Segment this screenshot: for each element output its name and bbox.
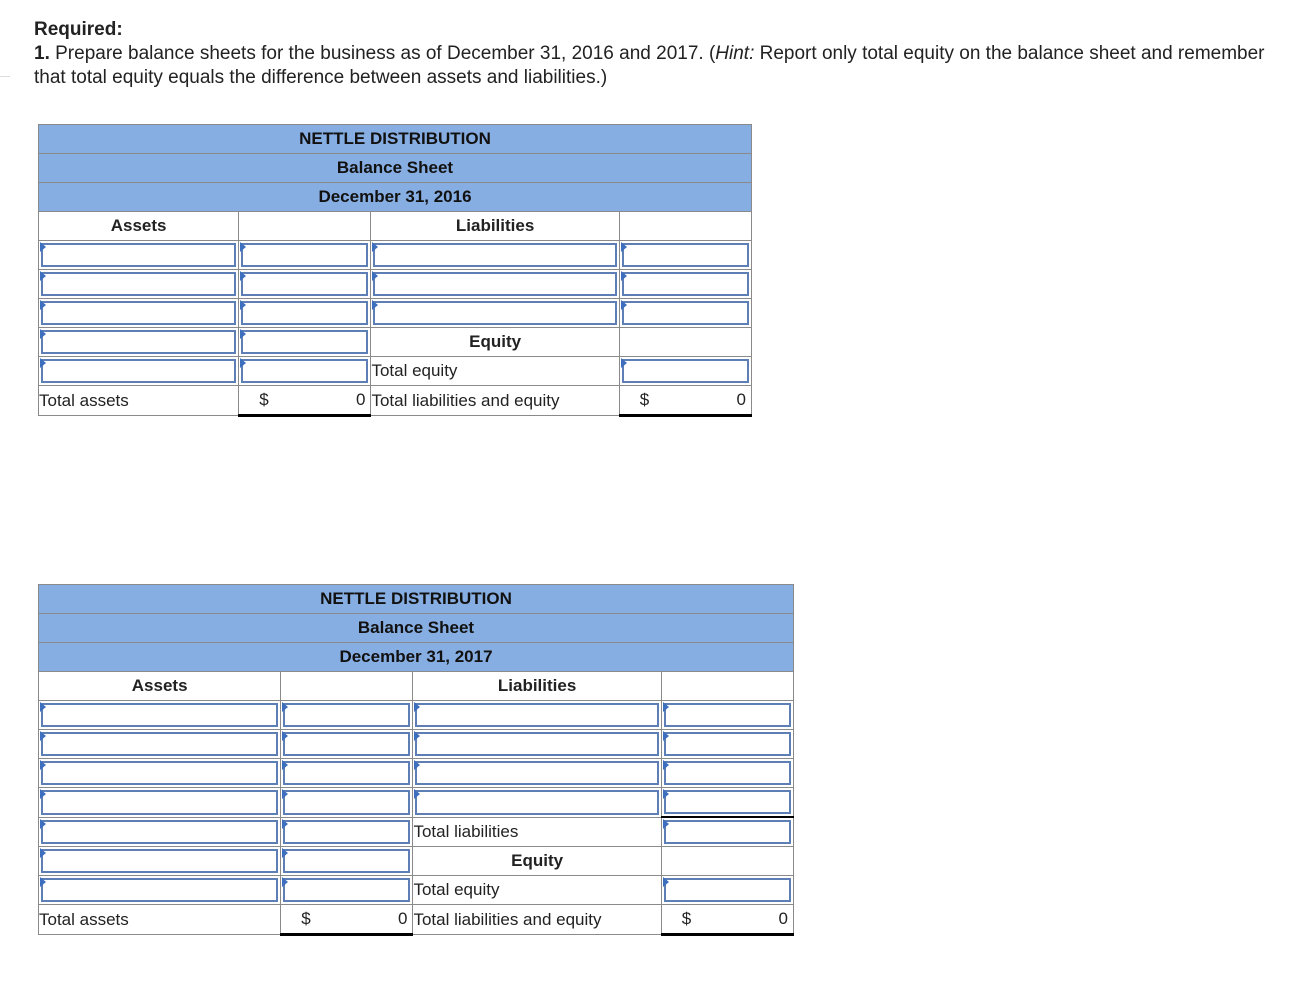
liability-amount-input-2[interactable]	[619, 270, 751, 299]
total-equity-label: Total equity	[371, 357, 619, 386]
asset-amount-input-3[interactable]	[281, 759, 413, 788]
total-assets-value	[239, 386, 371, 416]
liability-amount-input-3[interactable]	[619, 299, 751, 328]
total-assets-label: Total assets	[39, 386, 239, 416]
balance-sheet-2017	[38, 584, 794, 936]
asset-name-input-4[interactable]	[39, 788, 281, 818]
balance-sheet-2016	[38, 124, 752, 417]
liabilities-header: Liabilities	[413, 672, 661, 701]
step-number: 1.	[34, 43, 50, 64]
total-liab-equity-value	[661, 905, 793, 935]
company-name: NETTLE DISTRIBUTION	[39, 125, 752, 154]
liability-name-input-2[interactable]	[371, 270, 619, 299]
total-liab-equity-amount: 0	[778, 909, 788, 928]
total-assets-label: Total assets	[39, 905, 281, 935]
total-equity-input[interactable]	[661, 876, 793, 905]
liability-amount-input-3[interactable]	[661, 759, 793, 788]
equity-header: Equity	[371, 328, 619, 357]
asset-amount-input-1[interactable]	[239, 241, 371, 270]
asset-name-input-1[interactable]	[39, 701, 281, 730]
currency-symbol: $	[259, 390, 269, 409]
edge-mark	[0, 76, 10, 77]
assets-header: Assets	[39, 672, 281, 701]
hint-label: Hint:	[715, 43, 755, 64]
assets-header: Assets	[39, 212, 239, 241]
liability-amount-input-4[interactable]	[661, 788, 793, 818]
asset-name-input-2[interactable]	[39, 730, 281, 759]
total-assets-amount: 0	[355, 390, 366, 409]
liability-amount-input-2[interactable]	[661, 730, 793, 759]
liability-name-input-1[interactable]	[413, 701, 661, 730]
liability-name-input-2[interactable]	[413, 730, 661, 759]
total-liab-equity-amount: 0	[736, 390, 746, 409]
statement-title: Balance Sheet	[39, 614, 794, 643]
asset-name-input-5[interactable]	[39, 357, 239, 386]
statement-date: December 31, 2017	[39, 643, 794, 672]
asset-name-input-1[interactable]	[39, 241, 239, 270]
total-liab-equity-label: Total liabilities and equity	[371, 386, 619, 416]
company-name: NETTLE DISTRIBUTION	[39, 585, 794, 614]
total-equity-label: Total equity	[413, 876, 661, 905]
currency-symbol: $	[681, 909, 692, 928]
currency-symbol: $	[639, 390, 650, 409]
total-liab-equity-label: Total liabilities and equity	[413, 905, 661, 935]
blank-cell	[239, 212, 371, 241]
instruction-text: 1. Prepare balance sheets for the business as of December 31, 2016 and 2017. (Hint: Report only total equity on the balance sheet and remember that total equity equals the difference between assets and liabilities.)	[34, 43, 1265, 88]
blank-cell	[661, 847, 793, 876]
asset-amount-input-6[interactable]	[281, 847, 413, 876]
liability-amount-input-1[interactable]	[661, 701, 793, 730]
asset-amount-input-4[interactable]	[239, 328, 371, 357]
blank-cell	[661, 672, 793, 701]
asset-amount-input-2[interactable]	[281, 730, 413, 759]
instructions	[34, 18, 1284, 90]
asset-name-input-6[interactable]	[39, 847, 281, 876]
total-liabilities-input[interactable]	[661, 817, 793, 847]
blank-cell	[281, 672, 413, 701]
asset-name-input-7[interactable]	[39, 876, 281, 905]
asset-name-input-3[interactable]	[39, 759, 281, 788]
liability-name-input-4[interactable]	[413, 788, 661, 818]
asset-amount-input-5[interactable]	[281, 817, 413, 847]
blank-cell	[619, 328, 751, 357]
liability-name-input-3[interactable]	[371, 299, 619, 328]
total-assets-amount: 0	[397, 909, 408, 928]
asset-amount-input-1[interactable]	[281, 701, 413, 730]
asset-name-input-5[interactable]	[39, 817, 281, 847]
liability-name-input-3[interactable]	[413, 759, 661, 788]
asset-name-input-4[interactable]	[39, 328, 239, 357]
total-equity-input[interactable]	[619, 357, 751, 386]
asset-name-input-2[interactable]	[39, 270, 239, 299]
asset-name-input-3[interactable]	[39, 299, 239, 328]
equity-header: Equity	[413, 847, 661, 876]
required-label: Required:	[34, 19, 123, 40]
blank-cell	[619, 212, 751, 241]
asset-amount-input-2[interactable]	[239, 270, 371, 299]
asset-amount-input-5[interactable]	[239, 357, 371, 386]
total-assets-value	[281, 905, 413, 935]
statement-title: Balance Sheet	[39, 154, 752, 183]
liability-name-input-1[interactable]	[371, 241, 619, 270]
asset-amount-input-3[interactable]	[239, 299, 371, 328]
currency-symbol: $	[301, 909, 311, 928]
total-liabilities-label: Total liabilities	[413, 817, 661, 847]
total-liab-equity-value	[619, 386, 751, 416]
asset-amount-input-7[interactable]	[281, 876, 413, 905]
liability-amount-input-1[interactable]	[619, 241, 751, 270]
liabilities-header: Liabilities	[371, 212, 619, 241]
asset-amount-input-4[interactable]	[281, 788, 413, 818]
statement-date: December 31, 2016	[39, 183, 752, 212]
